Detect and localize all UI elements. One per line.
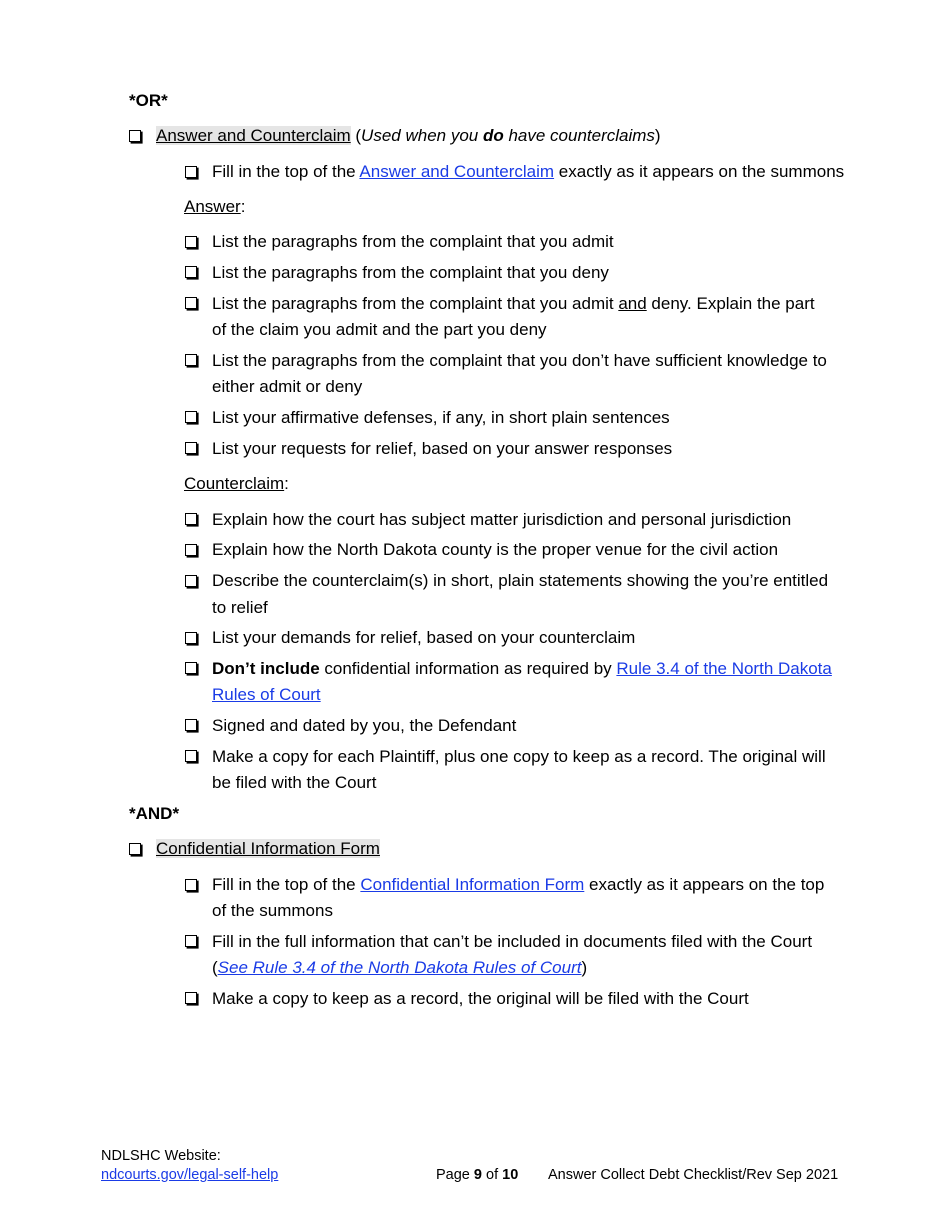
- checkbox-answer-counterclaim[interactable]: [129, 130, 141, 142]
- checkbox-answer-2[interactable]: [185, 266, 197, 278]
- checkbox-answer-3[interactable]: [185, 297, 197, 309]
- answer-counterclaim-link[interactable]: Answer and Counterclaim: [359, 162, 555, 181]
- checkbox-answer-4[interactable]: [185, 354, 197, 366]
- checkbox-answer-6[interactable]: [185, 442, 197, 454]
- checkbox-confidential-3[interactable]: [185, 992, 197, 1004]
- checkbox-counterclaim-5[interactable]: [185, 662, 197, 674]
- counterclaim-item-3-line2: to relief: [212, 598, 268, 617]
- footer-site-link[interactable]: ndcourts.gov/legal-self-help: [101, 1167, 279, 1183]
- confidential-item-1-line2: of the summons: [212, 901, 333, 920]
- counterclaim-item-5-line2: [212, 682, 321, 708]
- checkbox-confidential-1[interactable]: [185, 879, 197, 891]
- answer-counterclaim-heading: Answer and Counterclaim (Used when you do have counterclaims): [156, 126, 661, 145]
- checkbox-counterclaim-7[interactable]: [185, 750, 197, 762]
- confidential-title: Confidential Information Form: [156, 839, 380, 858]
- counterclaim-item-5: Don’t include confidential information as required by Rule 3.4 of the North Dakota: [212, 659, 832, 678]
- confidential-item-2: Fill in the full information that can’t be included in documents filed with the Court: [212, 932, 813, 951]
- footer-page-number: Page 9 of 10: [436, 1167, 519, 1183]
- answer-counterclaim-title: Answer and Counterclaim: [156, 126, 351, 145]
- counterclaim-item-7-line2: be filed with the Court: [212, 773, 377, 792]
- rule-3-4-link[interactable]: Rule 3.4 of the North Dakota: [616, 659, 832, 678]
- answer-item-6: List your requests for relief, based on your answer responses: [212, 439, 673, 458]
- answer-item-4-line2: either admit or deny: [212, 377, 363, 396]
- checkbox-answer-5[interactable]: [185, 411, 197, 423]
- checkbox-counterclaim-4[interactable]: [185, 632, 197, 644]
- checkbox-confidential-2[interactable]: [185, 935, 197, 947]
- rules-of-court-link[interactable]: Rules of Court: [212, 685, 321, 704]
- answer-item-3: List the paragraphs from the complaint that you admit and deny. Explain the part: [212, 294, 815, 313]
- checkbox-answer-1[interactable]: [185, 236, 197, 248]
- answer-item-1: List the paragraphs from the complaint that you admit: [212, 232, 614, 251]
- counterclaim-item-7: Make a copy for each Plaintiff, plus one copy to keep as a record. The original will: [212, 747, 826, 766]
- answer-item-2: List the paragraphs from the complaint that you deny: [212, 263, 609, 282]
- counterclaim-heading: Counterclaim:: [184, 474, 289, 493]
- and-separator: *AND*: [129, 804, 180, 823]
- counterclaim-item-1: Explain how the court has subject matter jurisdiction and personal jurisdiction: [212, 510, 792, 529]
- checkbox-counterclaim-1[interactable]: [185, 513, 197, 525]
- footer-doc-name: Answer Collect Debt Checklist/Rev Sep 2021: [548, 1167, 839, 1183]
- counterclaim-item-2: Explain how the North Dakota county is the proper venue for the civil action: [212, 540, 779, 559]
- or-separator: *OR*: [129, 91, 168, 110]
- counterclaim-item-3: Describe the counterclaim(s) in short, plain statements showing the you’re entitled: [212, 571, 829, 590]
- confidential-item-3: Make a copy to keep as a record, the original will be filed with the Court: [212, 989, 749, 1008]
- checkbox-fill-top-answer[interactable]: [185, 166, 197, 178]
- answer-item-5: List your affirmative defenses, if any, in short plain sentences: [212, 408, 670, 427]
- answer-heading: Answer:: [184, 197, 246, 216]
- checkbox-counterclaim-3[interactable]: [185, 575, 197, 587]
- confidential-item-2-line2: (See Rule 3.4 of the North Dakota Rules of Court): [212, 958, 588, 977]
- see-rule-3-4-link[interactable]: See Rule 3.4 of the North Dakota Rules of Court: [217, 958, 582, 977]
- checkbox-counterclaim-6[interactable]: [185, 719, 197, 731]
- confidential-heading: [156, 836, 380, 862]
- confidential-item-1: Fill in the top of the Confidential Information Form exactly as it appears on the top: [212, 875, 825, 894]
- answer-item-3-line2: of the claim you admit and the part you deny: [212, 320, 547, 339]
- footer-site-link-wrap: [101, 1165, 278, 1185]
- footer-site-label: NDLSHC Website:: [101, 1148, 221, 1164]
- checkbox-confidential-form[interactable]: [129, 843, 141, 855]
- answer-item-4: List the paragraphs from the complaint that you don’t have sufficient knowledge to: [212, 351, 827, 370]
- counterclaim-item-6: Signed and dated by you, the Defendant: [212, 716, 517, 735]
- confidential-form-link[interactable]: Confidential Information Form: [360, 875, 585, 894]
- fill-top-answer-text: Fill in the top of the Answer and Counterclaim exactly as it appears on the summons: [212, 162, 845, 181]
- counterclaim-item-4: List your demands for relief, based on your counterclaim: [212, 628, 636, 647]
- checkbox-counterclaim-2[interactable]: [185, 544, 197, 556]
